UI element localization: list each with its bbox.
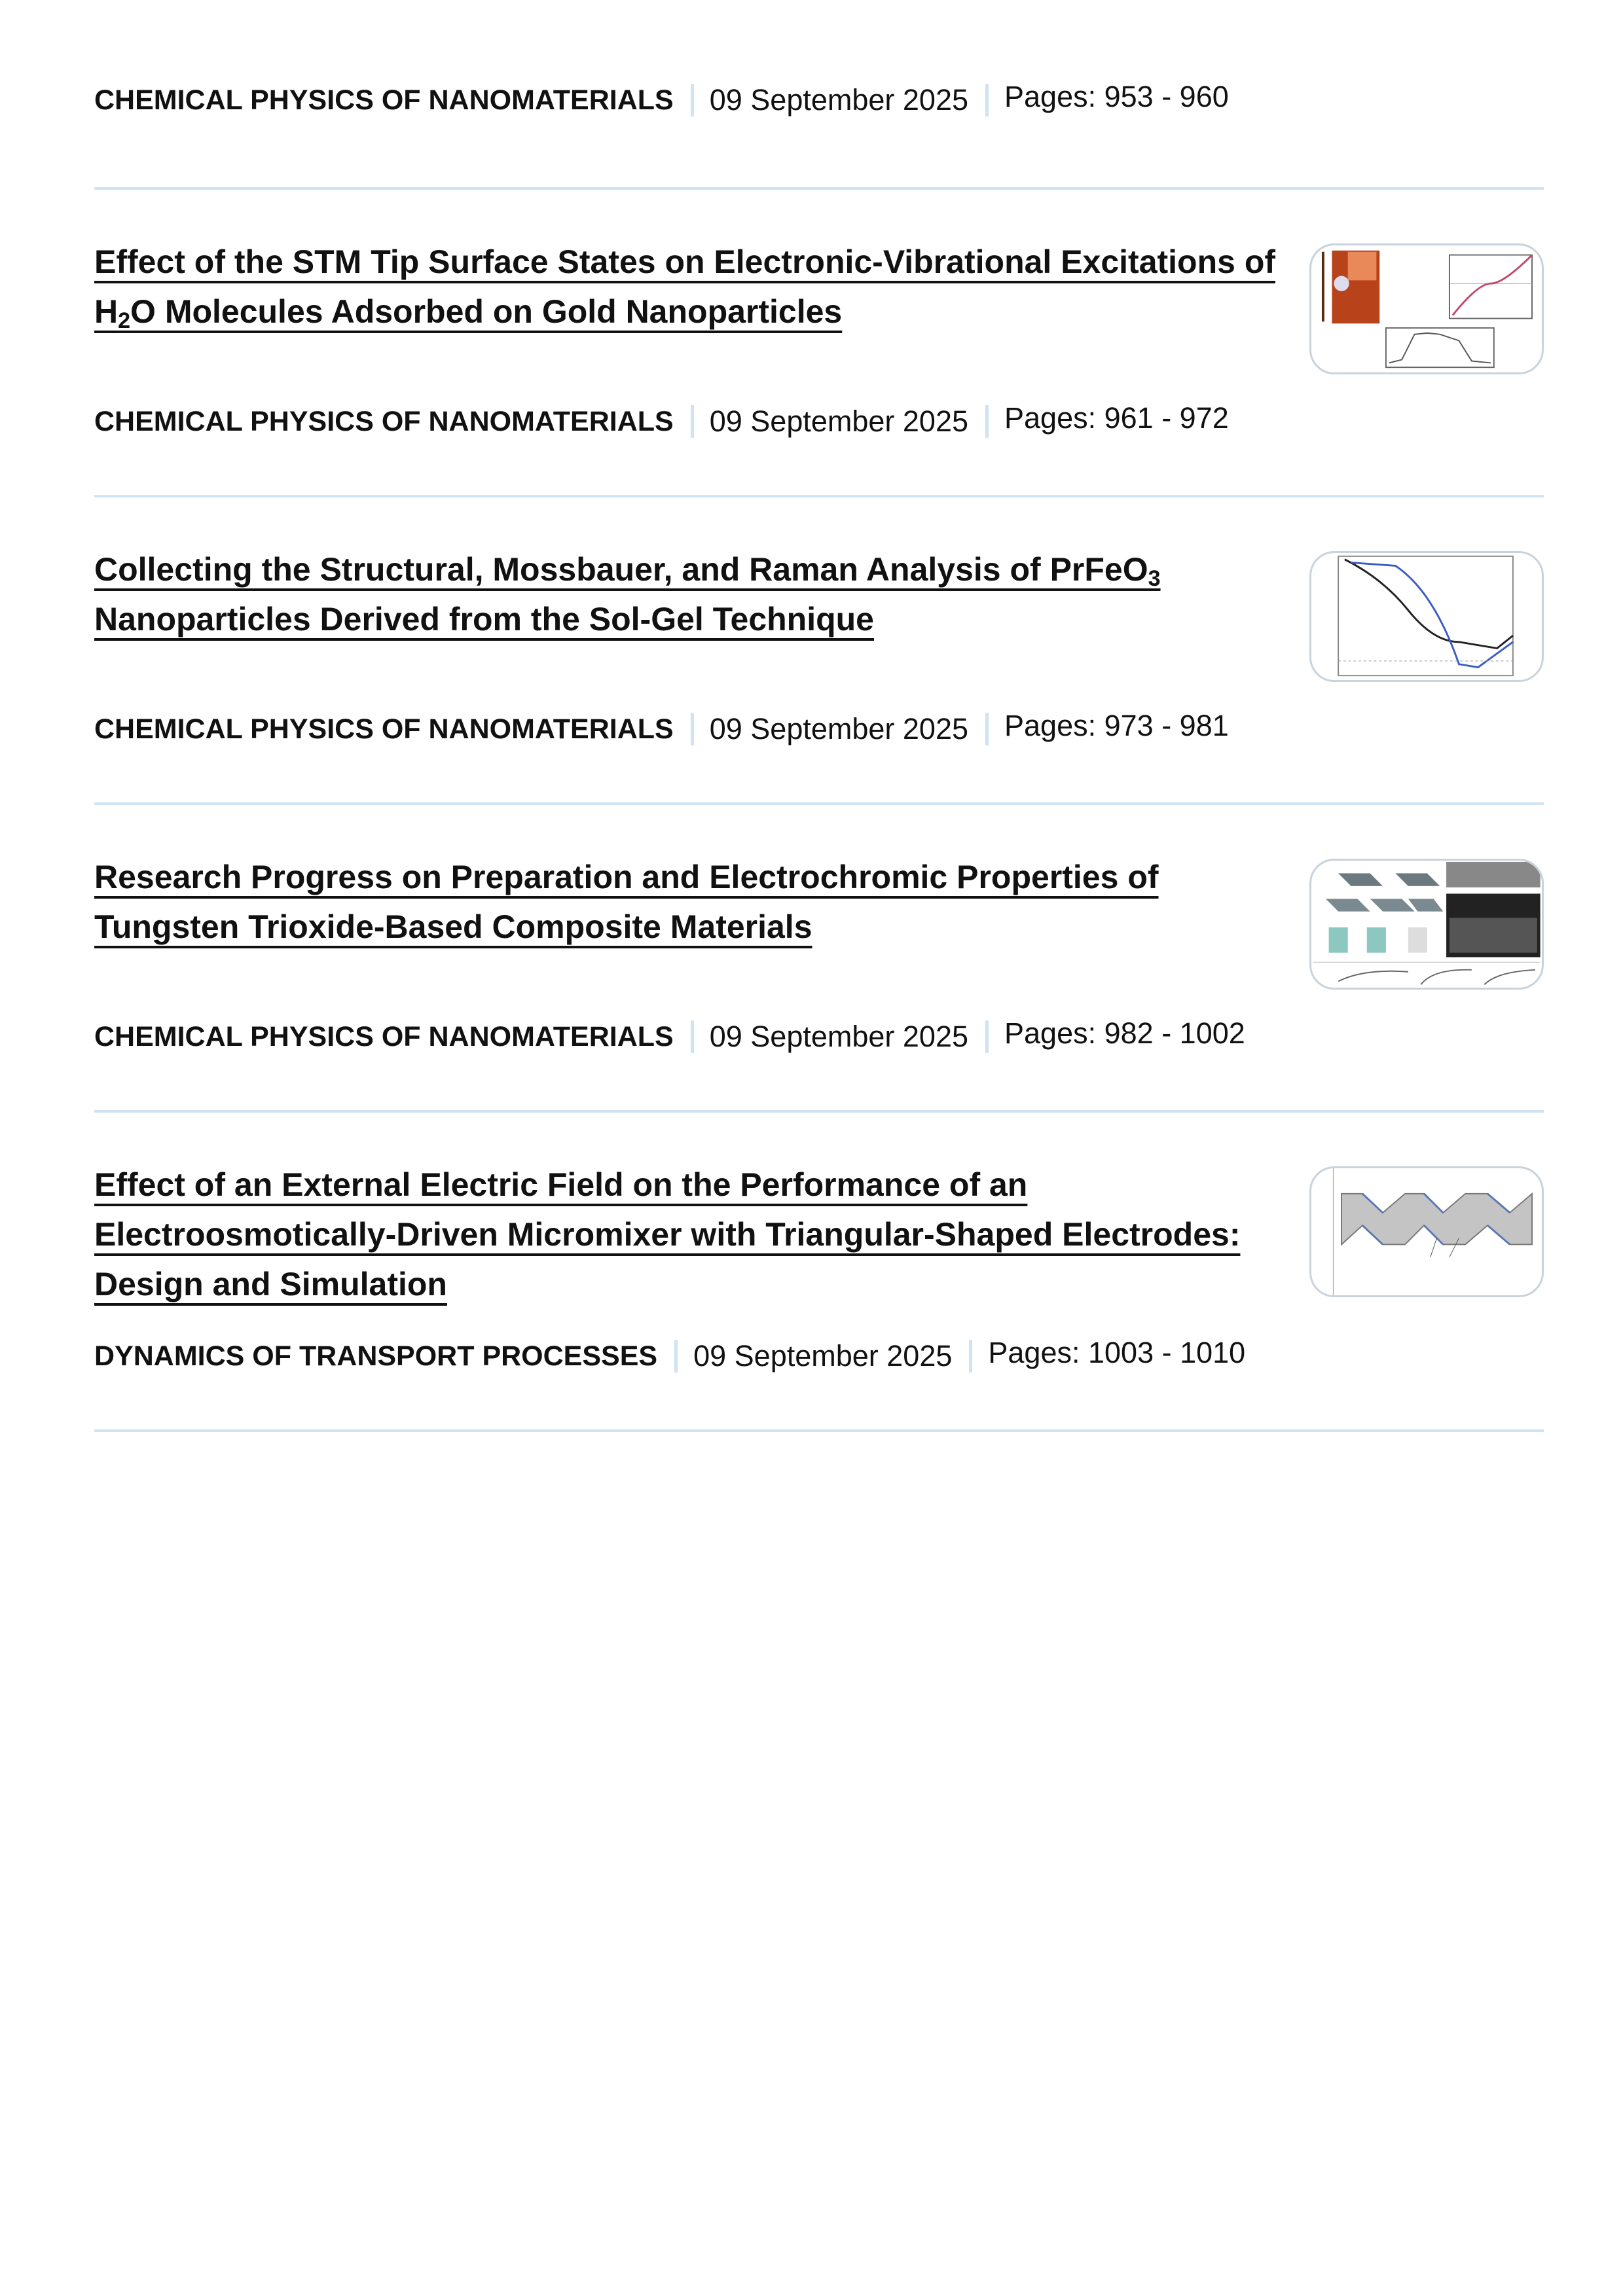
separator <box>691 713 694 745</box>
title-subscript: 3 <box>1148 566 1161 591</box>
title-text: Effect of the STM Tip Surface States on Electronic-Vibrational Excitations of H <box>94 243 1276 330</box>
separator <box>691 1020 694 1053</box>
page-range: Pages: 973 - 981 <box>1004 709 1229 742</box>
publish-date: 09 September 2025 <box>709 1020 969 1053</box>
article-title-link[interactable] <box>94 243 1276 333</box>
separator <box>985 1020 989 1053</box>
publish-date: 09 September 2025 <box>709 404 969 438</box>
article-meta <box>94 709 1544 749</box>
title-subscript: 2 <box>118 308 131 333</box>
separator <box>674 1340 678 1372</box>
article-meta <box>94 1017 1544 1056</box>
section-link[interactable]: CHEMICAL PHYSICS OF NANOMATERIALS <box>94 713 674 745</box>
section-link[interactable]: CHEMICAL PHYSICS OF NANOMATERIALS <box>94 405 674 437</box>
article-meta <box>94 402 1544 441</box>
article-title-link[interactable] <box>94 859 1159 945</box>
title-text: Effect of an External Electric Field on the Performance of an Electroosmotically-Driven Micromixer with Triangular-Shaped Electrodes: Design and Simulation <box>94 1166 1241 1302</box>
article-title <box>94 1160 1286 1309</box>
page-range: Pages: 982 - 1002 <box>1004 1016 1245 1050</box>
article-title <box>94 237 1286 336</box>
publish-date: 09 September 2025 <box>709 712 969 745</box>
section-link[interactable]: CHEMICAL PHYSICS OF NANOMATERIALS <box>94 84 674 116</box>
section-link[interactable]: DYNAMICS OF TRANSPORT PROCESSES <box>94 1340 658 1372</box>
separator <box>985 84 989 117</box>
article-title <box>94 545 1286 644</box>
separator <box>969 1340 972 1372</box>
electrochromic-thumbnail[interactable] <box>1309 859 1544 990</box>
title-text: Research Progress on Preparation and Electrochromic Properties of Tungsten Trioxide-Based Composite Materials <box>94 859 1159 945</box>
title-text: Nanoparticles Derived from the Sol-Gel Technique <box>94 601 874 637</box>
thermal-analysis-thumbnail[interactable] <box>1309 551 1544 682</box>
page-range: Pages: 1003 - 1010 <box>988 1336 1246 1369</box>
micromixer-thumbnail[interactable] <box>1309 1166 1544 1297</box>
article-entry <box>94 805 1544 1113</box>
title-text: Collecting the Structural, Mossbauer, and Raman Analysis of PrFeO <box>94 551 1148 588</box>
article-entry <box>94 497 1544 805</box>
page-range: Pages: 953 - 960 <box>1004 80 1229 113</box>
section-link[interactable]: CHEMICAL PHYSICS OF NANOMATERIALS <box>94 1020 674 1052</box>
publish-date: 09 September 2025 <box>693 1339 953 1372</box>
separator <box>985 713 989 745</box>
article-title-link[interactable] <box>94 551 1161 637</box>
article-meta <box>94 81 1544 120</box>
separator <box>985 405 989 438</box>
separator <box>691 84 694 117</box>
article-title <box>94 852 1286 952</box>
article-meta <box>94 1336 1544 1376</box>
stm-figure-thumbnail[interactable] <box>1309 243 1544 374</box>
publish-date: 09 September 2025 <box>709 83 969 117</box>
article-title-link[interactable] <box>94 1166 1240 1302</box>
article-list <box>94 0 1544 1432</box>
page-range: Pages: 961 - 972 <box>1004 401 1229 435</box>
article-entry <box>94 190 1544 497</box>
article-entry <box>94 1113 1544 1432</box>
separator <box>691 405 694 438</box>
article-entry <box>94 0 1544 190</box>
title-text: O Molecules Adsorbed on Gold Nanoparticles <box>130 293 843 330</box>
